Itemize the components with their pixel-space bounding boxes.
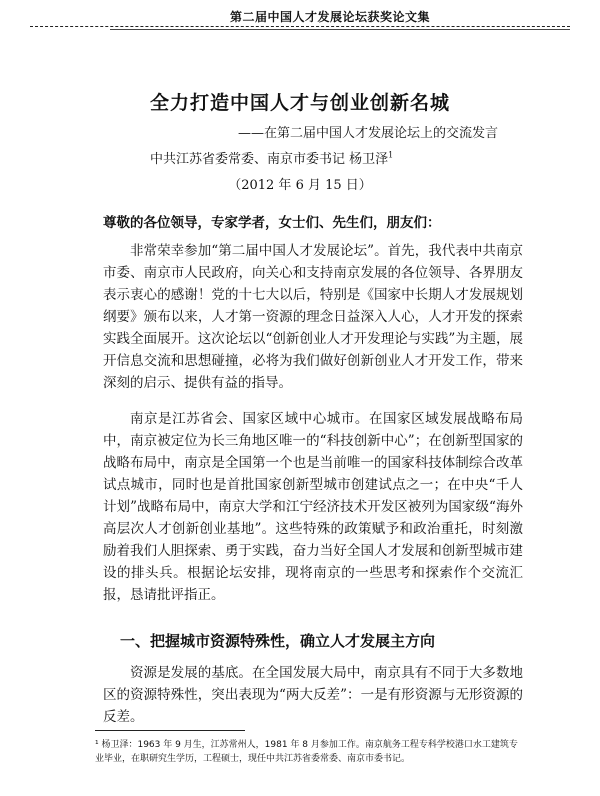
page-title: 全力打造中国人才与创业创新名城: [149, 92, 450, 114]
paragraph-nanjing: 南京是江苏省会、国家区域中心城市。在国家区域发展战略布局中，南京被定位为长三角地区唯一的“科技创新中心”；在创新型国家的战略布局中，南京是全国第一个也是当前唯一的国家科技体制综合改革试点城市，同时也是首批国家创新型城市创建试点之一；在中央“千人计划”战略布局中，南京大学和江宁经济技术开发区被列为国家级“海外高层次人才创新创业基地”。这些特殊的政策赋予和政治重托，时刻激励着我们人胆探索、勇于实践，奋力当好全国人才发展和创新型城市建设的排头兵。根据论坛安排，现将南京的一些思考和探索作个交流汇报，恳请批评指正。: [103, 411, 523, 603]
subtitle: ——在第二届中国人才发展论坛上的交流发言: [238, 126, 499, 141]
header-dashed-rule: [30, 26, 570, 27]
running-header: 第二届中国人才发展论坛获奖论文集: [229, 10, 430, 24]
footnote-marker: 1: [388, 150, 394, 160]
section-heading: 一、把握城市资源特殊性，确立人才发展主方向: [120, 632, 436, 650]
footnote-rule: [95, 730, 245, 731]
author-text: 中共江苏省委常委、南京市委书记 杨卫泽: [150, 152, 389, 167]
speech-date: （2012 年 6 月 15 日）: [228, 178, 372, 193]
author-line: [150, 148, 393, 167]
salutation: 尊敬的各位领导，专家学者，女士们、先生们，朋友们：: [103, 215, 441, 231]
paragraph-intro: 非常荣幸参加“第二届中国人才发展论坛”。首先，我代表中共南京市委、南京市人民政府，向关心和支持南京发展的各位领导、各界朋友表示衷心的感谢！党的十七大以后，特别是《国家中长期人才发展规划纲要》颁布以来，人才第一资源的理念日益深入人心，人才开发的探索实践全面展开。这次论坛以“创新创业人才开发理论与实践”为主题，展开信息交流和思想碰撞，必将为我们做好创新创业人才开发工作，带来深刻的启示、提供有益的指导。: [103, 243, 523, 391]
paragraph-resources: 资源是发展的基底。在全国发展大局中，南京具有不同于大多数地区的资源特殊性，突出表现为“两大反差”：一是有形资源与无形资源的反差。: [103, 665, 523, 725]
header-rule: [110, 29, 570, 30]
footnote: ¹ 杨卫泽：1963 年 9 月生，江苏常州人，1981 年 8 月参加工作。南京航务工程专科学校港口水工建筑专业毕业，在职研究生学历，工程硕士，现任中共江苏省委常委、南京市委书记。: [95, 740, 518, 764]
